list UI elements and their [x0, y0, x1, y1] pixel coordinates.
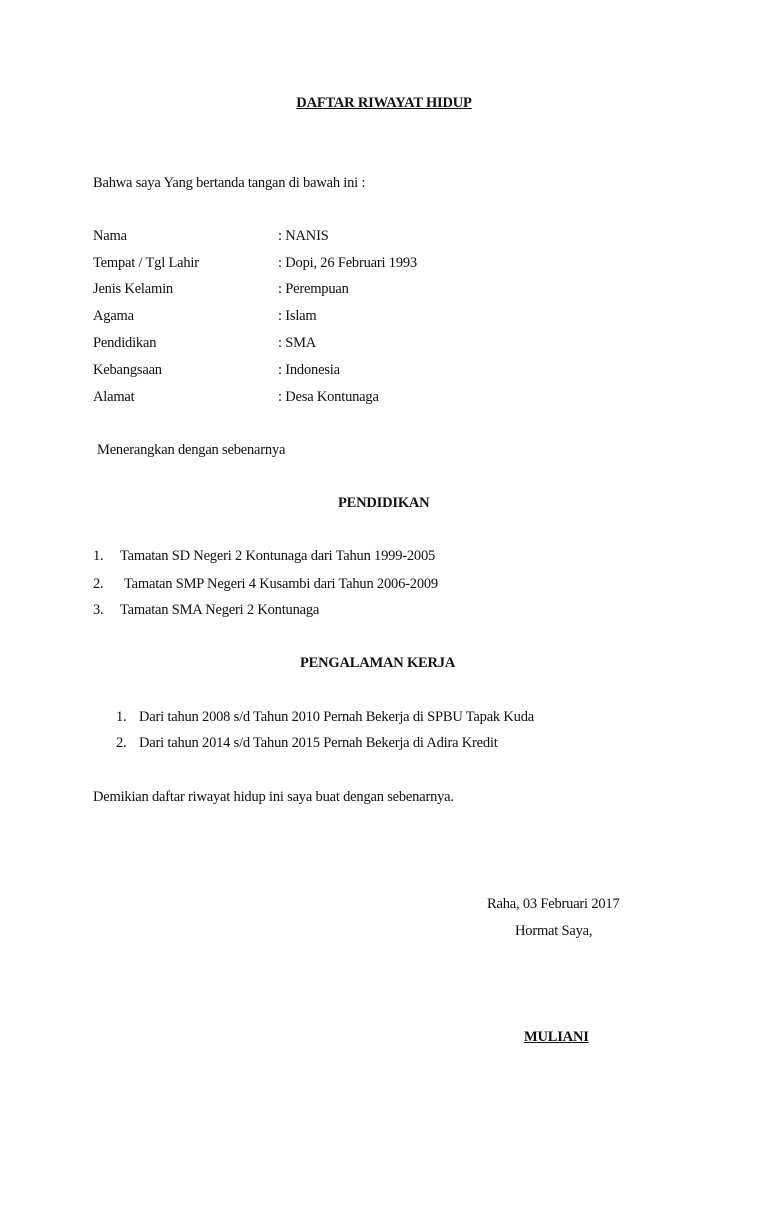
identity-label: Alamat — [93, 389, 135, 405]
statement-text: Menerangkan dengan sebenarnya — [97, 442, 286, 458]
list-number: 1. — [93, 548, 104, 564]
experience-heading: PENGALAMAN KERJA — [300, 655, 456, 671]
identity-value: : Islam — [278, 308, 317, 324]
list-text: Tamatan SD Negeri 2 Kontunaga dari Tahun 1999-2005 — [120, 548, 436, 564]
intro-text: Bahwa saya Yang bertanda tangan di bawah ini : — [93, 175, 366, 191]
identity-label: Agama — [93, 308, 134, 324]
list-number: 3. — [93, 602, 104, 618]
identity-value: : Perempuan — [278, 281, 349, 297]
signature-name: MULIANI — [524, 1029, 589, 1045]
identity-label: Nama — [93, 228, 127, 244]
identity-value: : Dopi, 26 Februari 1993 — [278, 255, 417, 271]
identity-label: Kebangsaan — [93, 362, 162, 378]
identity-value: : Desa Kontunaga — [278, 389, 379, 405]
list-number: 2. — [93, 576, 104, 592]
signature-regards: Hormat Saya, — [515, 923, 593, 939]
list-text: Tamatan SMP Negeri 4 Kusambi dari Tahun 2006-2009 — [124, 576, 438, 592]
signature-place-date: Raha, 03 Februari 2017 — [487, 896, 620, 912]
identity-value: : Indonesia — [278, 362, 340, 378]
identity-value: : SMA — [278, 335, 317, 351]
list-number: 1. — [116, 709, 127, 725]
identity-value: : NANIS — [278, 228, 329, 244]
education-heading: PENDIDIKAN — [338, 495, 430, 511]
list-text: Dari tahun 2014 s/d Tahun 2015 Pernah Bekerja di Adira Kredit — [139, 735, 498, 751]
identity-label: Tempat / Tgl Lahir — [93, 255, 199, 271]
identity-label: Pendidikan — [93, 335, 157, 351]
list-text: Tamatan SMA Negeri 2 Kontunaga — [120, 602, 320, 618]
closing-text: Demikian daftar riwayat hidup ini saya buat dengan sebenarnya. — [93, 789, 454, 805]
identity-label: Jenis Kelamin — [93, 281, 173, 297]
list-number: 2. — [116, 735, 127, 751]
list-text: Dari tahun 2008 s/d Tahun 2010 Pernah Bekerja di SPBU Tapak Kuda — [139, 709, 535, 725]
document-title: DAFTAR RIWAYAT HIDUP — [296, 95, 472, 111]
